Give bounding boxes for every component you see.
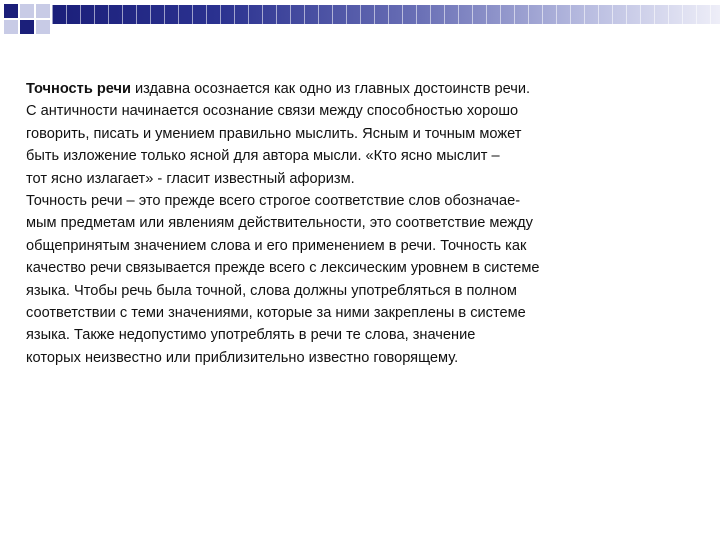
header-decoration-bar — [52, 5, 720, 24]
paragraph-line: С античности начинается осознание связи между способностью хорошо — [26, 103, 519, 120]
decor-square — [36, 20, 50, 34]
paragraph-line: Точность речи – это прежде всего строгое соответствие слов обозначае- — [26, 193, 521, 210]
paragraph-line — [26, 78, 686, 100]
header-decoration-squares — [0, 0, 60, 40]
decor-square — [4, 20, 18, 34]
paragraph-line: языка. Чтобы речь была точной, слова должны употребляться в полном — [26, 282, 517, 299]
paragraph-line: мым предметам или явлениям действительности, это соответствие между — [26, 215, 533, 232]
paragraph-line: языка. Также недопустимо употреблять в речи те слова, значение — [26, 327, 476, 344]
paragraph-line: соответствии с теми значениями, которые за ними закреплены в системе — [26, 305, 526, 322]
paragraph-text: издавна осознается как одно из главных достоинств речи. — [130, 81, 531, 97]
paragraph-line: которых неизвестно или приблизительно известно говорящему. — [26, 349, 459, 366]
paragraph-line: общепринятым значением слова и его применением в речи. Точность как — [26, 237, 527, 254]
decor-square — [20, 20, 34, 34]
paragraph-line: тот ясно излагает» - гласит известный афоризм. — [26, 170, 355, 187]
decor-square — [20, 4, 34, 18]
decor-square — [4, 4, 18, 18]
decor-square — [36, 4, 50, 18]
paragraph-line: говорить, писать и умением правильно мыслить. Ясным и точным может — [26, 125, 522, 142]
slide-text — [26, 78, 686, 369]
paragraph-line: быть изложение только ясной для автора мысли. «Кто ясно мыслит – — [26, 148, 500, 165]
paragraph-line: качество речи связывается прежде всего с лексическим уровнем в системе — [26, 260, 540, 277]
lead-term: Точность речи — [26, 81, 131, 97]
header-bar-grid — [52, 5, 720, 24]
